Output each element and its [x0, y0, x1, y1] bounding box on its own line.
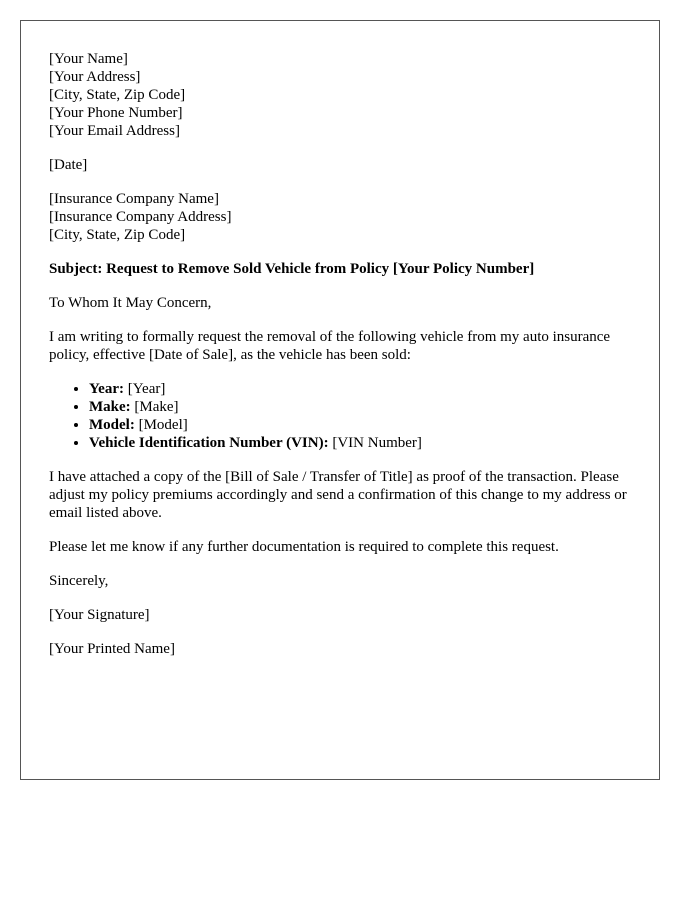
letter-page: [20, 20, 660, 780]
sender-email: [Your Email Address]: [49, 123, 180, 139]
closing: Sincerely,: [49, 573, 109, 589]
signature: [Your Signature]: [49, 607, 150, 623]
list-item: [89, 416, 631, 434]
sender-city-state-zip: [City, State, Zip Code]: [49, 87, 186, 103]
vehicle-year-value: [Year]: [123, 381, 166, 397]
sender-block: [49, 50, 631, 140]
vehicle-make-value: [Make]: [130, 399, 179, 415]
vehicle-model-label: Model:: [89, 417, 135, 433]
intro-paragraph: I am writing to formally request the removal of the following vehicle from my auto insurance policy, effective [Date of Sale], as the vehicle has been sold:: [49, 329, 611, 363]
sender-phone: [Your Phone Number]: [49, 105, 183, 121]
list-item: [89, 434, 631, 452]
recipient-city-state-zip: [City, State, Zip Code]: [49, 227, 186, 243]
vehicle-details-list: [49, 380, 631, 452]
vehicle-year-label: Year:: [89, 381, 124, 397]
followup-paragraph: Please let me know if any further documentation is required to complete this request.: [49, 539, 559, 555]
sender-address: [Your Address]: [49, 69, 141, 85]
vehicle-vin-label: Vehicle Identification Number (VIN):: [89, 435, 329, 451]
vehicle-model-value: [Model]: [134, 417, 188, 433]
recipient-company-address: [Insurance Company Address]: [49, 209, 232, 225]
recipient-company-name: [Insurance Company Name]: [49, 191, 219, 207]
sender-name: [Your Name]: [49, 51, 128, 67]
date-line: [Date]: [49, 157, 88, 173]
vehicle-make-label: Make:: [89, 399, 131, 415]
recipient-block: [49, 190, 631, 244]
subject-line: Subject: Request to Remove Sold Vehicle from Policy [Your Policy Number]: [49, 261, 535, 277]
salutation: To Whom It May Concern,: [49, 295, 212, 311]
vehicle-vin-value: [VIN Number]: [328, 435, 422, 451]
attachment-paragraph: I have attached a copy of the [Bill of Sale / Transfer of Title] as proof of the transaction. Please adjust my policy premiums accordingly and send a confirmation of this change to my address or email listed above.: [49, 469, 627, 521]
printed-name: [Your Printed Name]: [49, 641, 175, 657]
list-item: [89, 398, 631, 416]
list-item: [89, 380, 631, 398]
